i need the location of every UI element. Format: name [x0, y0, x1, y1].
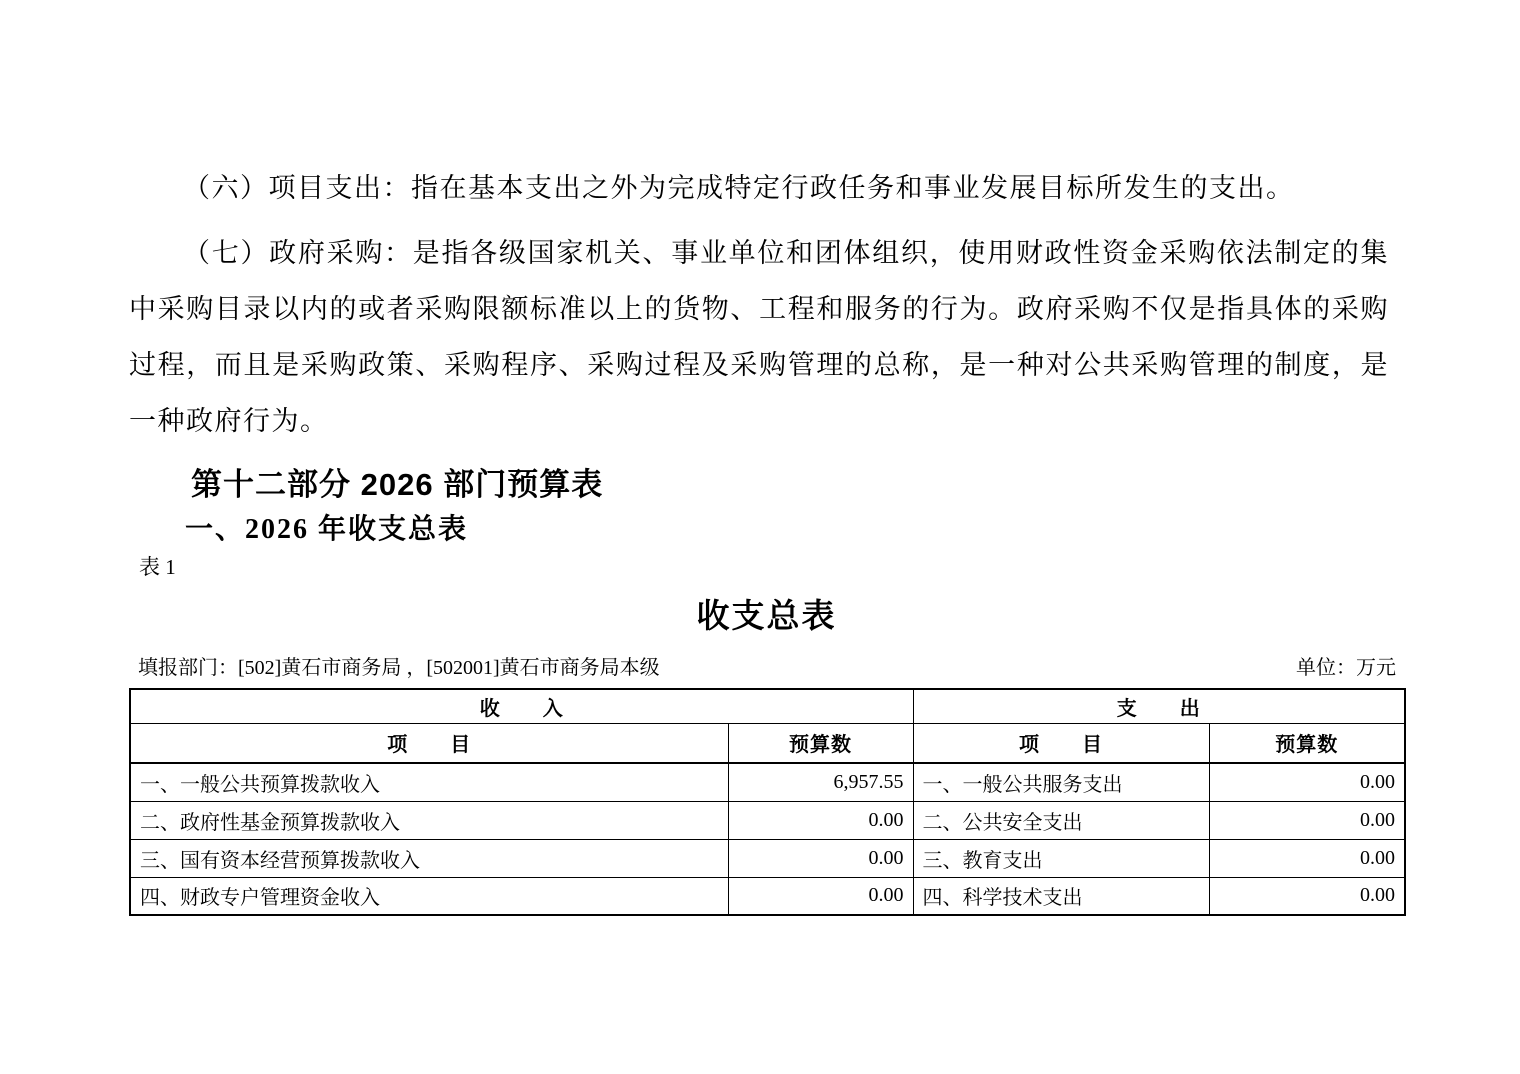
table-label: 表 1	[139, 555, 176, 579]
expense-item-cell: 四、科学技术支出	[913, 877, 1209, 915]
expense-budget-header: 预算数	[1209, 723, 1405, 763]
body-text	[129, 0, 1389, 449]
expense-item-cell: 一、一般公共服务支出	[913, 763, 1209, 801]
expense-item-cell: 三、教育支出	[913, 839, 1209, 877]
expense-value-cell: 0.00	[1209, 877, 1405, 915]
income-item-cell: 一、一般公共预算拨款收入	[130, 763, 728, 801]
table-title: 收支总表	[696, 597, 837, 634]
table-column-header-row	[130, 723, 1405, 763]
table-row	[130, 763, 1405, 801]
budget-summary-table	[129, 688, 1406, 916]
income-item-cell: 三、国有资本经营预算拨款收入	[130, 839, 728, 877]
unit-label: 单位：万元	[1296, 657, 1396, 679]
table-row	[130, 877, 1405, 915]
income-budget-header: 预算数	[728, 723, 913, 763]
expense-value-cell: 0.00	[1209, 763, 1405, 801]
income-item-header: 项 目	[130, 723, 728, 763]
subsection-heading: 一、2026 年收支总表	[185, 514, 469, 545]
income-value-cell: 0.00	[728, 877, 913, 915]
page-content	[129, 0, 1404, 916]
table-meta-row	[129, 654, 1404, 682]
section-heading: 第十二部分 2026 部门预算表	[191, 467, 604, 502]
table-row	[130, 839, 1405, 877]
income-item-cell: 二、政府性基金预算拨款收入	[130, 801, 728, 839]
table-row	[130, 801, 1405, 839]
expense-item-cell: 二、公共安全支出	[913, 801, 1209, 839]
paragraph-project-expenditure: （六）项目支出：指在基本支出之外为完成特定行政任务和事业发展目标所发生的支出。	[183, 173, 1295, 203]
table-group-header-row	[130, 689, 1405, 723]
paragraph-government-procurement: （七）政府采购：是指各级国家机关、事业单位和团体组织，使用财政性资金采购依法制定的集中采购目录以内的或者采购限额标准以上的货物、工程和服务的行为。政府采购不仅是指具体的采购过程，而且是采购政策、采购程序、采购过程及采购管理的总称，是一种对公共采购管理的制度，是一种政府行为。	[129, 238, 1389, 436]
expense-value-cell: 0.00	[1209, 839, 1405, 877]
expense-value-cell: 0.00	[1209, 801, 1405, 839]
filing-department: 填报部门：[502]黄石市商务局 ，[502001]黄石市商务局本级	[138, 657, 660, 679]
income-group-header: 收 入	[130, 689, 913, 723]
income-value-cell: 0.00	[728, 839, 913, 877]
income-value-cell: 0.00	[728, 801, 913, 839]
expense-item-header: 项 目	[913, 723, 1209, 763]
income-item-cell: 四、财政专户管理资金收入	[130, 877, 728, 915]
expense-group-header: 支 出	[913, 689, 1405, 723]
income-value-cell: 6,957.55	[728, 763, 913, 801]
